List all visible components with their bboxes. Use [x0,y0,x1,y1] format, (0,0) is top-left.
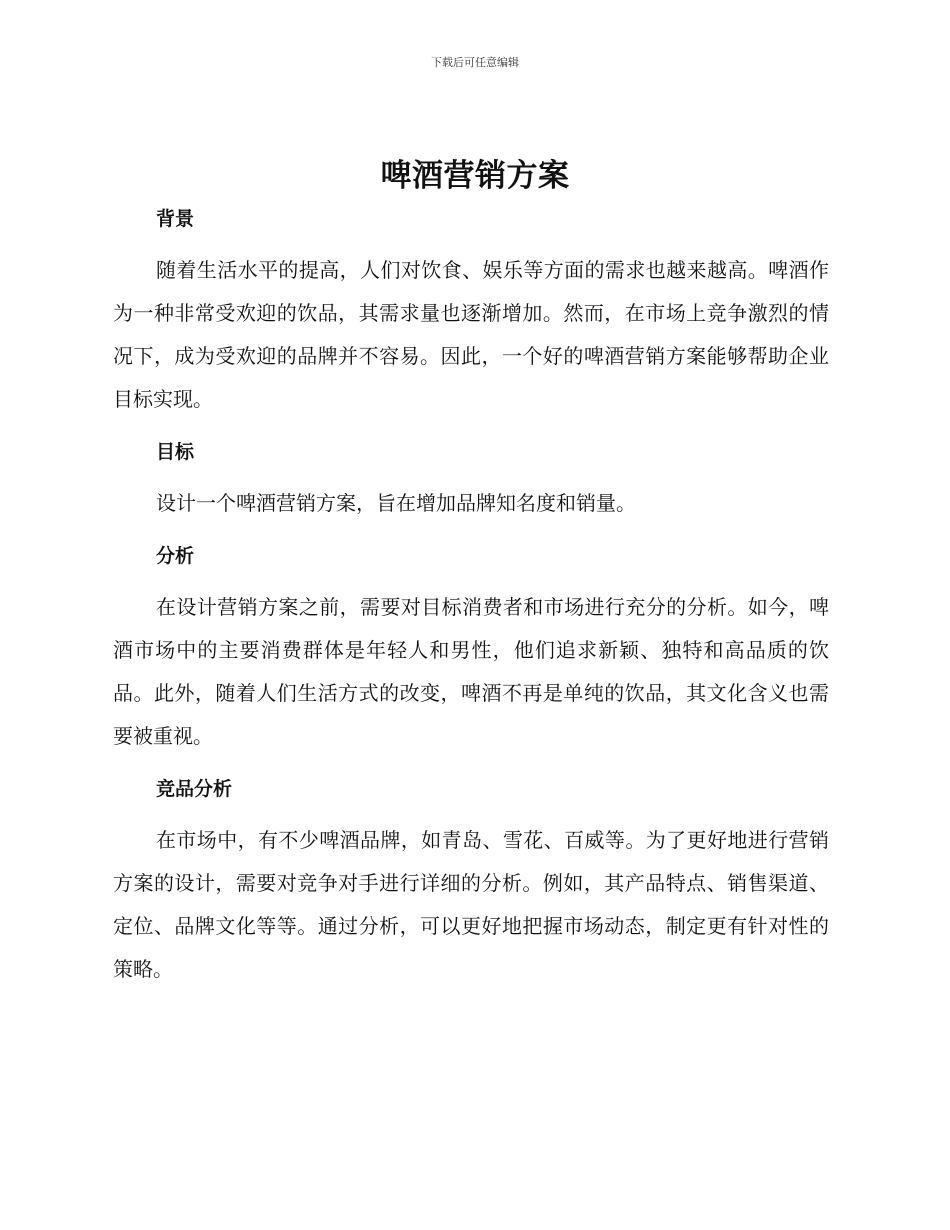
document-body [113,200,829,1003]
section-paragraph-analysis: 在设计营销方案之前，需要对目标消费者和市场进行充分的分析。如今，啤酒市场中的主要消费群体是年轻人和男性，他们追求新颖、独特和高品质的饮品。此外，随着人们生活方式的改变，啤酒不再是单纯的饮品，其文化含义也需要被重视。 [113,595,829,748]
section-competitor-analysis [113,770,829,991]
section-goal [113,433,829,525]
section-background [113,200,829,421]
section-analysis [113,537,829,758]
section-paragraph-goal: 设计一个啤酒营销方案，旨在增加品牌知名度和销量。 [156,491,636,515]
section-paragraph-background: 随着生活水平的提高，人们对饮食、娱乐等方面的需求也越来越高。啤酒作为一种非常受欢迎的饮品，其需求量也逐渐增加。然而，在市场上竞争激烈的情况下，成为受欢迎的品牌并不容易。因此，一个好的啤酒营销方案能够帮助企业目标实现。 [113,258,829,411]
section-heading-competitor-analysis: 竞品分析 [156,778,233,800]
section-heading-analysis: 分析 [156,545,195,567]
section-paragraph-competitor-analysis: 在市场中，有不少啤酒品牌，如青岛、雪花、百威等。为了更好地进行营销方案的设计，需要对竞争对手进行详细的分析。例如，其产品特点、销售渠道、定位、品牌文化等等。通过分析，可以更好地把握市场动态，制定更有针对性的策略。 [113,828,829,981]
section-heading-goal: 目标 [156,441,195,463]
document-title: 啤酒营销方案 [380,158,570,194]
header-note: 下载后可任意编辑 [431,56,519,69]
section-heading-background: 背景 [156,208,195,230]
